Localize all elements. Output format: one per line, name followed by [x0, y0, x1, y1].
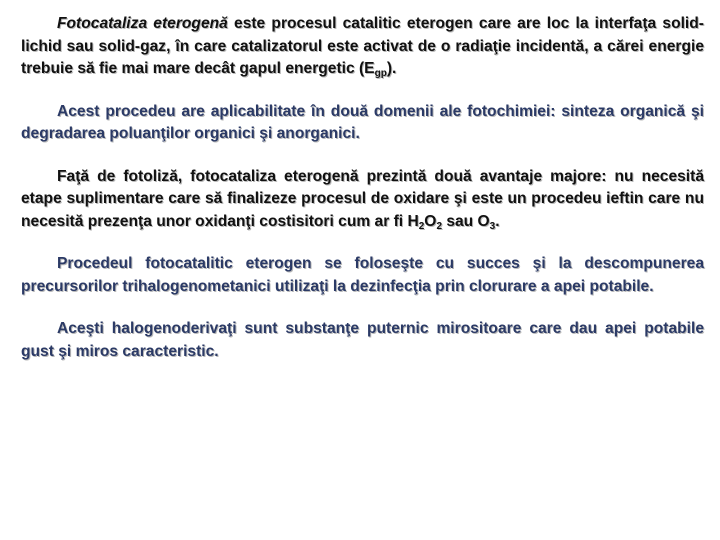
- advantages-end: .: [495, 212, 500, 230]
- formula-sau-o: sau O: [442, 212, 490, 230]
- subscript-3: 3: [489, 220, 496, 232]
- subscript-gp: gp: [374, 68, 387, 79]
- usage-text: Procedeul fotocatalitic eterogen se foloseşte cu succes şi la descompunerea precursorilor trihalogenometanici utilizaţi la dezinfecţia prin clorurare a apei potabile.: [21, 255, 704, 295]
- paragraph-halogen-derivatives: [21, 318, 704, 363]
- paragraph-applicability: [21, 101, 704, 146]
- definition-end: ).: [386, 60, 397, 77]
- definition-text: este procesul catalitic eterogen care are loc la interfaţa solid-lichid sau solid-gaz, în care catalizatorul este activat de o radiaţie incidentă, a cărei energie trebuie să fie mai mare decât gapul energetic (E: [21, 15, 704, 77]
- subscript-2b: 2: [436, 220, 442, 232]
- formula-o: O: [424, 212, 437, 230]
- advantages-text: Faţă de fotoliză, fotocataliza eterogenă prezintă două avantaje majore: nu necesită etape suplimentare care să finalizeze procesul de oxidare şi este un procedeu ieftin care nu necesită prezenţa unor oxidanţi costisitori cum ar fi H: [21, 167, 704, 230]
- term-fotocataliza-eterogena: Fotocataliza eterogenă: [57, 15, 228, 32]
- paragraph-usage: [21, 253, 704, 298]
- subscript-2a: 2: [418, 220, 425, 232]
- paragraph-definition: [21, 13, 704, 81]
- applicability-text: Acest procedeu are aplicabilitate în două domenii ale fotochimiei: sinteza organică şi degradarea poluanţilor organici şi anorganici.: [21, 102, 704, 142]
- paragraph-advantages: [21, 166, 704, 234]
- halogen-text: Aceşti halogenoderivaţi sunt substanţe puternic mirositoare care dau apei potabile gust şi miros caracteristic.: [21, 320, 704, 360]
